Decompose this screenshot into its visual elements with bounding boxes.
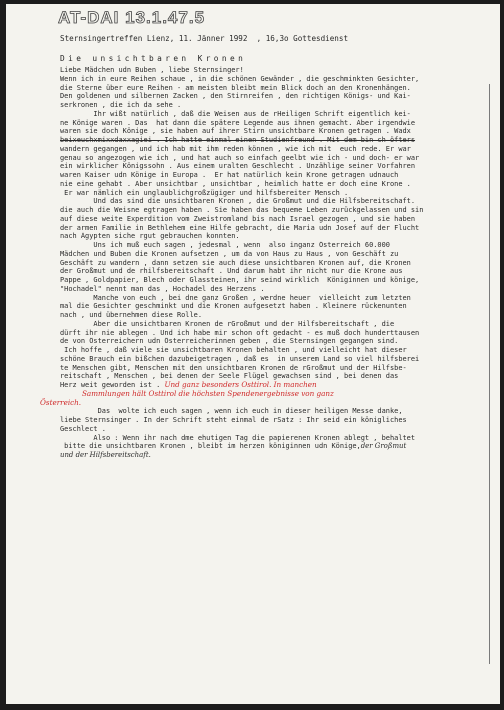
text-line: Uns ich muß euch sagen , jedesmal , wenn also inganz Österreich 60.000 bbox=[60, 241, 390, 249]
archive-signature: AT-DAI 13.1.47.5 bbox=[58, 8, 206, 27]
text-line: die auch die Weisne egtragen haben . Sie haben das bequeme Leben zurückgelassen und sin bbox=[60, 206, 424, 214]
handwritten-insert: der Großmut bbox=[360, 442, 407, 451]
text-line: Pappe , Goldpapier, Blech oder Glassteinen, ihr seind wirklich Königinnen und könige, bbox=[60, 276, 420, 284]
sermon-title: Die unsichtbaren Kronen bbox=[60, 54, 247, 63]
text-line: nach Ägypten siche rgut gebrauchen konnten. bbox=[60, 232, 240, 241]
text-line: Wenn ich in eure Reihen schaue , in die schönen Gewänder , die geschminkten Gesichter, bbox=[60, 74, 420, 83]
handwritten-insert: Sammlungen hält Osttirol die höchsten Spendenergebnisse von ganz bbox=[82, 388, 334, 398]
handwritten-insert: und der Hilfsbereitschaft. bbox=[60, 451, 151, 459]
text-line: waren sie doch Könige , sie haben auf ihrer Stirn unsichtbare Kronen getragen . Wadx bbox=[60, 127, 411, 136]
text-line: Manche von euch , bei dne ganz Großen , werdne heuer vielleicht zum letzten bbox=[60, 293, 411, 302]
handwritten-insert: Österreich. bbox=[40, 397, 82, 407]
text-line bbox=[60, 442, 500, 451]
text-line: serkronen , die ich da sehe . bbox=[60, 101, 182, 109]
text-line: ne Könige waren . Das hat dann die spätere Legende aus ihnen gemacht. Aber irgendwie bbox=[60, 118, 416, 127]
text-line: auf diese weite Experdition vom Zweistromland bis nach Israel gezogen , und sie haben bbox=[60, 214, 416, 223]
text-line: de von Österreichern udn Österreicherinnen geben , die Sternsingen gegangen sind. bbox=[60, 337, 399, 346]
text-line: mal die Gesichter geschminkt und die Kronen aufgesetzt haben . Kleinere rückenunten bbox=[60, 302, 407, 311]
text-line: Mädchen und Buben die Kronen aufsetzen , um da von Haus zu Haus , von Geschäft zu bbox=[60, 249, 399, 258]
text-line: Und das sind die unsichtbaren Kronen , die Großmut und die Hilfsbereitschaft. bbox=[60, 197, 416, 206]
text-line: dürft ihr nie ablegen . Und ich habe mir schon oft gedacht - es muß doch hunderttausen bbox=[60, 328, 420, 337]
text-line: Aber die unsichtbaren Kronen de rGroßmut und der Hilfsbereitschaft , die bbox=[60, 319, 395, 328]
text-line: Liebe Mädchen udn Buben , liebe Sternsinger! bbox=[60, 66, 244, 74]
document-page bbox=[6, 4, 500, 704]
struck-text-line: beixeuchxmixxdaxxagiei . Ich hatte einmal einen Studienfreund . Mit dem bin ch öfters bbox=[60, 136, 416, 144]
text-line: ein wirklicher Königssohn . Aus einem uralten Geschlecht . Unzählige seiner Vorfahren bbox=[60, 162, 416, 171]
text-line-start: bitte die unsichtbaren Kronen , bleibt im herzen königinnen udn Könige, bbox=[60, 442, 361, 451]
text-line: liebe Sternsinger . In der Schrift steht einmal de rSatz : Ihr seid ein königliches bbox=[60, 416, 407, 424]
text-line: Geschäft zu wandern , dann setzen sie auch diese unsichtbaren Kronen auf, die Kronen bbox=[60, 258, 411, 267]
text-line: reitschaft , Menschen , bei denen der Seele Flügel gewachsen sind , bei denen das bbox=[60, 372, 399, 381]
text-line: Den goldenen und silbernen Zacken , den Stirnreifen , den richtigen Königs- und Kai- bbox=[60, 92, 411, 101]
sermon-body bbox=[40, 66, 500, 460]
text-line: schöne Brauch ein bißchen dazubeigetragen , daß es in unserem Land so viel hilfsberei bbox=[60, 354, 420, 363]
margin-rule bbox=[489, 84, 490, 664]
event-header: Sternsingertreffen Lienz, 11. Jänner 1992 , 16,3o Gottesdienst bbox=[60, 34, 349, 43]
text-line: "Hochadel" nennt man das , Hochadel des Herzens . bbox=[60, 284, 265, 293]
text-line: der Großmut und de rhilfsbereitschaft . Und darum habt ihr nicht nur die Krone aus bbox=[60, 267, 403, 276]
text-line: genau so angezogen wie ich , und hat auch so einfach geelbt wie ich - und doch- er war bbox=[60, 153, 420, 162]
text-line: Das wolte ich euch sagen , wenn ich euch in dieser heiligen Messe danke, bbox=[60, 407, 403, 416]
handwritten-insert: Und ganz besonders Osttirol. In manchen bbox=[164, 381, 317, 389]
text-line: wandern gegangen , und ich hab mit ihm reden können , wie ich mit euch rede. Er war bbox=[60, 144, 411, 153]
text-line: nach , und übernehmen diese Rolle. bbox=[60, 311, 203, 319]
text-line: Geschlect . bbox=[60, 424, 106, 433]
text-line-end: Herz weit geworden ist . bbox=[60, 381, 161, 389]
text-line: der armen Familie in Bethlehem eine Hilfe gebracht, die Maria udn Josef auf der Flucht bbox=[60, 223, 420, 232]
text-line: die Sterne über eure Reihen - am meisten bleibt mein Blick doch an den Kronenhängen. bbox=[60, 83, 411, 92]
text-line: Ihr wißt natürlich , daß die Weisen aus de rHeiligen Schrift eigentlich kei- bbox=[60, 109, 411, 118]
text-line: Er war nämlich ein unglaublichgroßzügiger und hilfsbereiter Mensch . bbox=[60, 188, 349, 197]
text-line: Also : Wenn ihr nach dme ehutigen Tag die papierenen Kronen ablegt , behaltet bbox=[60, 433, 416, 442]
text-line: waren Kaiser udn Könige in Europa . Er hat natürlich kein Krone getragen udnauch bbox=[60, 171, 399, 179]
text-line: Ich hoffe , daß viele sie unsichtbaren Kronen behalten , und vielleicht hat dieser bbox=[60, 346, 407, 354]
text-line: te Menschen gibt, Menschen mit den unsichtbaren Kronen de rGroßmut und der Hilfsbe- bbox=[60, 363, 407, 372]
text-line: nie eine gehabt . Aber unsichtbar , unsichtbar , heimlich hatte er doch eine Krone . bbox=[60, 179, 411, 188]
